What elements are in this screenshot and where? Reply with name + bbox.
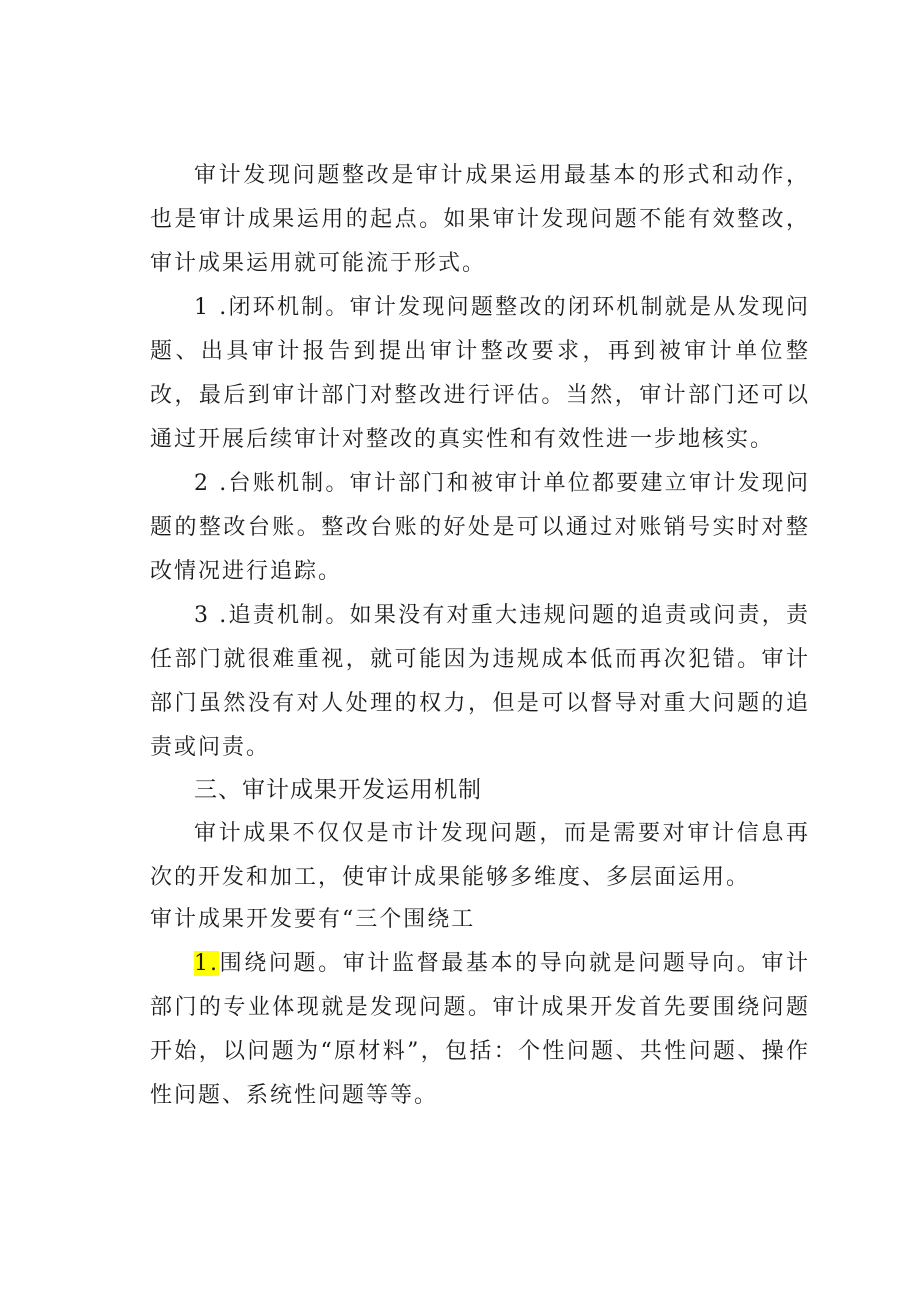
section-paragraph: 审计成果不仅仅是市计发现问题，而是需要对审计信息再次的开发和加工，使审计成果能够多维度、多层面运用。 bbox=[150, 821, 810, 890]
highlighted-number: 1. bbox=[194, 951, 219, 976]
list-item-closed-loop: 1 .闭环机制。审计发现问题整改的闭环机制就是从发现问题、出具审计报告到提出审计整改要求，再到被审计单位整改，最后到审计部门对整改进行评估。当然，审计部门还可以通过开展后续审计对整改的真实性和有效性进一步地核实。 bbox=[150, 295, 810, 452]
intro-paragraph: 审计发现问题整改是审计成果运用最基本的形式和动作，也是审计成果运用的起点。如果审计发现问题不能有效整改，审计成果运用就可能流于形式。 bbox=[150, 163, 810, 276]
list-item-accountability: 3 .追责机制。如果没有对重大违规问题的追责或问责，责任部门就很难重视，就可能因为违规成本低而再次犯错。审计部门虽然没有对人处理的权力，但是可以督导对重大问题的追责或问责。 bbox=[150, 603, 810, 760]
section-heading: 三、审计成果开发运用机制 bbox=[194, 777, 482, 803]
list-item-ledger: 2 .台账机制。审计部门和被审计单位都要建立审计发现问题的整改台账。整改台账的好处是可以通过对账销号实时对整改情况进行追踪。 bbox=[150, 471, 810, 584]
list-item-focus-problems bbox=[150, 942, 810, 1118]
list-item-text: 围绕问题。审计监督最基本的导向就是问题导向。审计部门的专业体现就是发现问题。审计成果开发首先要围绕问题开始，以问题为“原材料”，包括：个性问题、共性问题、操作性问题、系统性问题等等。 bbox=[150, 951, 810, 1108]
three-focus-line: 审计成果开发要有“三个围绕工 bbox=[150, 907, 476, 932]
